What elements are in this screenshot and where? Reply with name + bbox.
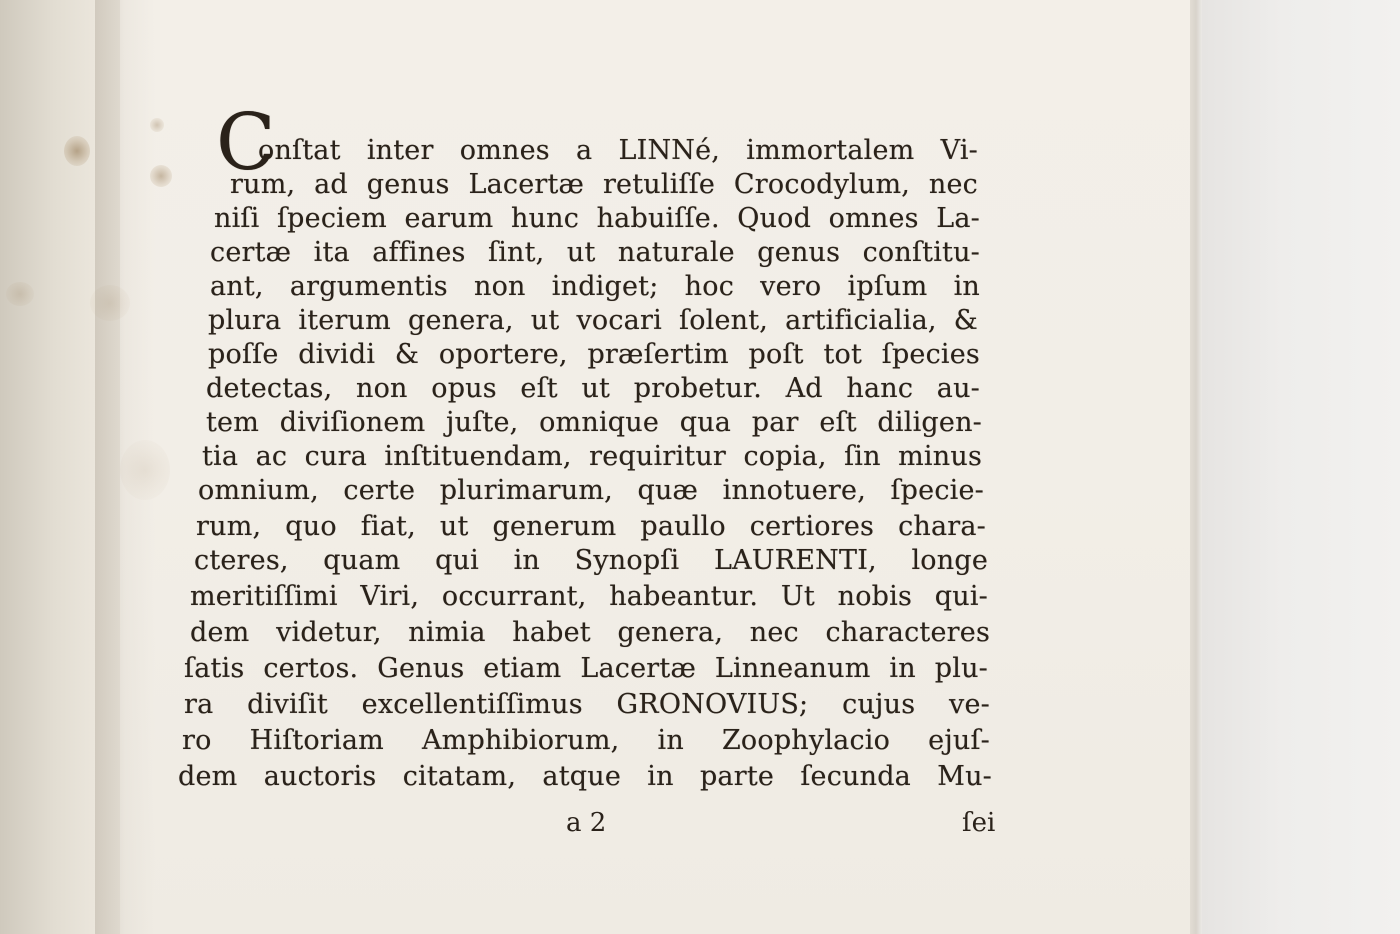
foxing-stain — [6, 282, 34, 306]
text-line: dem videtur, nimia habet genera, nec characteres — [190, 617, 990, 648]
text-line: tia ac cura inſtituendam, requiritur copia, ſin minus — [202, 441, 982, 472]
foxing-stain — [64, 136, 90, 166]
text-line: plura iterum genera, ut vocari ſolent, artificialia, & — [208, 305, 978, 336]
catchword: ſei — [962, 808, 996, 838]
drop-cap: C — [216, 98, 276, 188]
text-line: rum, quo fiat, ut generum paullo certiores chara- — [196, 511, 986, 542]
text-line: certæ ita affines ſint, ut naturale genus conſtitu- — [210, 237, 980, 268]
text-line: rum, ad genus Lacertæ retuliſſe Crocodylum, nec — [230, 169, 978, 200]
text-line: omnium, certe plurimarum, quæ innotuere, ſpecie- — [198, 475, 984, 506]
text-line: tem diviſionem juſte, omnique qua par eſt diligen- — [206, 407, 982, 438]
text-line: dem auctoris citatam, atque in parte ſecunda Mu- — [178, 761, 992, 792]
text-line: ro Hiſtoriam Amphibiorum, in Zoophylacio ejuſ- — [182, 725, 990, 756]
foxing-stain — [150, 118, 164, 132]
text-line: onſtat inter omnes a LINNé, immortalem Vi- — [258, 135, 978, 166]
text-line: poſſe dividi & oportere, præſertim poſt tot ſpecies — [208, 339, 980, 370]
show-through-text — [230, 0, 990, 100]
text-line: ant, argumentis non indiget; hoc vero ipſum in — [210, 271, 980, 302]
text-line: detectas, non opus eſt ut probetur. Ad hanc au- — [206, 373, 980, 404]
foxing-stain — [150, 165, 172, 187]
text-line: niſi ſpeciem earum hunc habuiſſe. Quod omnes La- — [214, 203, 980, 234]
page-edge — [1190, 0, 1202, 934]
text-line: ſatis certos. Genus etiam Lacertæ Linneanum in plu- — [184, 653, 988, 684]
foxing-stain — [120, 440, 170, 500]
foxing-stain — [90, 285, 130, 321]
backdrop — [1202, 0, 1400, 934]
text-line: cteres, quam qui in Synopſi LAURENTI, longe — [194, 545, 988, 576]
text-line: meritiſſimi Viri, occurrant, habeantur. Ut nobis qui- — [190, 581, 988, 612]
text-line: ra diviſit excellentiſſimus GRONOVIUS; cujus ve- — [184, 689, 990, 720]
signature-mark: a 2 — [566, 808, 607, 838]
